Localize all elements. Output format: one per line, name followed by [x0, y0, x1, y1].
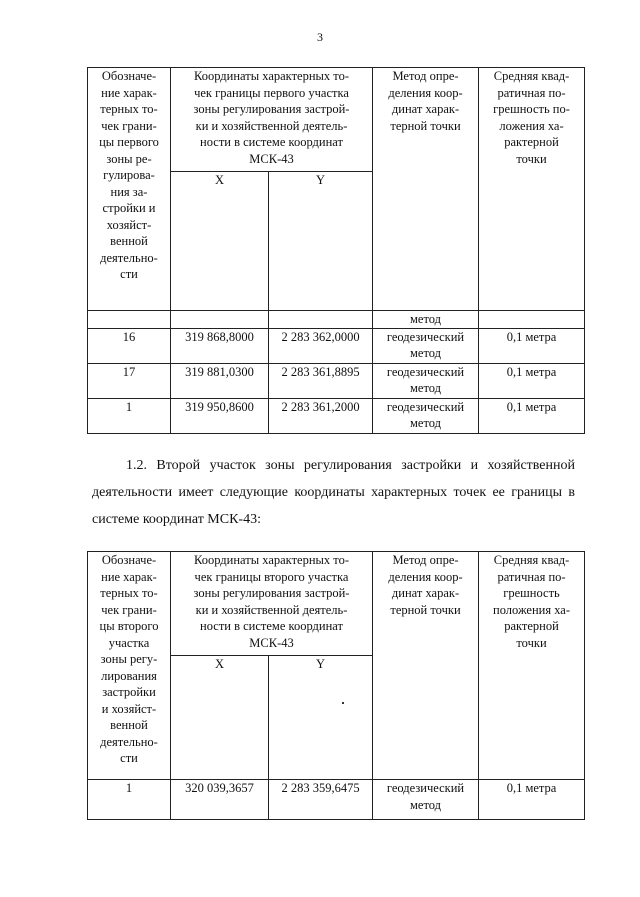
coord-x: 320 039,3657	[171, 780, 269, 820]
table-row	[88, 780, 585, 820]
table-row	[88, 328, 585, 363]
header-y: Y	[269, 172, 373, 311]
error: 0,1 метра	[479, 328, 585, 363]
carry-method: метод	[373, 311, 479, 329]
header-y: Y	[269, 656, 373, 780]
table-row	[88, 363, 585, 398]
header-point-designation: Обозначе- ние харак- терных то- чек грани- цы второго участка зоны регу- лирования застройки и хозяйст- венной деятельно- сти	[88, 552, 171, 780]
page-number: 3	[317, 30, 323, 44]
method: геодезический метод	[373, 780, 479, 820]
header-error: Средняя квад- ратичная по- грешность положения ха- рактерной точки	[479, 552, 585, 780]
header-coordinates: Координаты характерных то- чек границы первого участка зоны регулирования застрой- ки и хозяйственной деятель- ности в системе координат МСК-43	[171, 68, 373, 172]
method: геодезический метод	[373, 398, 479, 433]
coordinates-table-2	[87, 551, 585, 820]
header-method: Метод опре- деления коор- динат харак- терной точки	[373, 552, 479, 780]
coord-y: 2 283 359,6475	[269, 780, 373, 820]
table-row	[88, 398, 585, 433]
coord-y: 2 283 361,8895	[269, 363, 373, 398]
carry-cell-empty-2	[171, 311, 269, 329]
coordinates-table-1	[87, 67, 585, 434]
section-paragraph	[92, 452, 575, 533]
carry-cell-empty-4	[479, 311, 585, 329]
header-coordinates: Координаты характерных то- чек границы второго участка зоны регулирования застрой- ки и хозяйственной деятель- ности в системе координат МСК-43	[171, 552, 373, 656]
coord-y: 2 283 361,2000	[269, 398, 373, 433]
error: 0,1 метра	[479, 780, 585, 820]
header-x: X	[171, 656, 269, 780]
header-point-designation: Обозначе- ние харак- терных то- чек грани- цы первого зоны ре- гулирова- ния за- стройки и хозяйст- венной деятельно- сти	[88, 68, 171, 311]
coord-x: 319 881,0300	[171, 363, 269, 398]
method: геодезический метод	[373, 328, 479, 363]
error: 0,1 метра	[479, 398, 585, 433]
paragraph-text: 1.2. Второй участок зоны регулирования застройки и хозяйственной деятельности имеет следующие координаты характерных точек ее границы в системе координат МСК-43:	[92, 458, 575, 527]
header-x: X	[171, 172, 269, 311]
header-error: Средняя квад- ратичная по- грешность по- ложения ха- рактерной точки	[479, 68, 585, 311]
carry-cell-empty-3	[269, 311, 373, 329]
point-number: 17	[88, 363, 171, 398]
carry-cell-empty-1	[88, 311, 171, 329]
coord-y: 2 283 362,0000	[269, 328, 373, 363]
point-number: 1	[88, 780, 171, 820]
error: 0,1 метра	[479, 363, 585, 398]
scan-speck	[342, 702, 344, 704]
header-method: Метод опре- деления коор- динат харак- терной точки	[373, 68, 479, 311]
method: геодезический метод	[373, 363, 479, 398]
coord-x: 319 950,8600	[171, 398, 269, 433]
point-number: 16	[88, 328, 171, 363]
point-number: 1	[88, 398, 171, 433]
coord-x: 319 868,8000	[171, 328, 269, 363]
